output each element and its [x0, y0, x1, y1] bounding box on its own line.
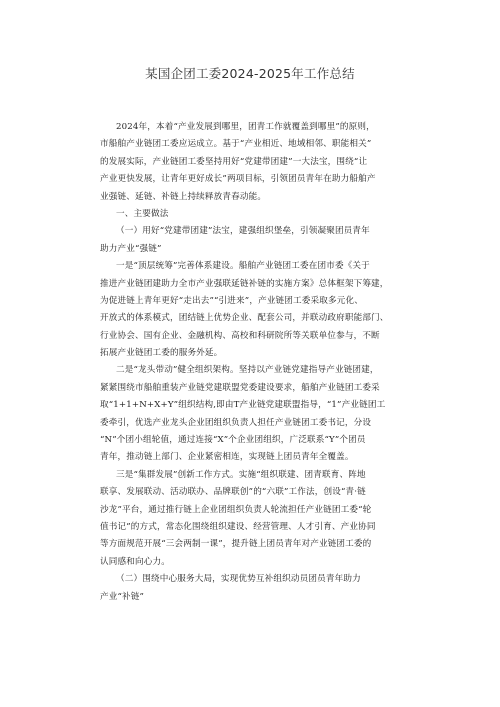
text-line: 的发展实际，产业链团工委坚持用好“党建带团建”一大法宝，围绕“让	[100, 156, 368, 167]
text-line: 认同感和向心力。	[100, 556, 170, 567]
text-line: 产业更快发展，让青年更好成长”两项目标，引领团员青年在助力船舶产	[100, 174, 376, 185]
text-line: 联享、发展联动、活动联办、品牌联创”的“六联”工作法，创设“青·链	[100, 487, 366, 498]
text-line: 行业协会、国有企业、金融机构、高校和科研院所等关联单位参与，不断	[100, 330, 380, 341]
text-line: （二）围绕中心服务大局，实现优势互补组织动员团员青年助力	[116, 574, 361, 585]
text-line: 青年，推动链上部门、企业紧密相连，实现链上团员青年全覆盖。	[100, 452, 354, 463]
text-line: 业强链、延链、补链上持续释放青春动能。	[100, 191, 267, 202]
text-line: 一是“顶层统筹”完善体系建设。船舶产业链团工委在团市委《关于	[116, 261, 370, 272]
document-body	[100, 119, 412, 606]
text-line: 一、主要做法	[116, 208, 169, 219]
text-line: 沙龙”平台，通过推行链上企业团组织负责人轮流担任产业链团工委“轮	[100, 504, 372, 515]
text-line: 二是“龙头带动”健全组织架构。坚持以产业链党建指导产业链团建，	[116, 365, 379, 376]
text-line: 值书记”的方式，常态化围绕组织建设、经营管理、人才引育、产业协同	[100, 521, 376, 532]
text-line: 等方面规范开展“三会两制一课”，提升链上团员青年对产业链团工委的	[100, 539, 372, 550]
text-line: 委牵引，优选产业龙头企业团组织负责人担任产业链团工委书记，分设	[100, 417, 372, 428]
text-line: 市船舶产业链团工委应运成立。基于“产业相近、地域相邻、职能相关”	[100, 139, 372, 150]
text-line: 紧紧围绕市船舶重装产业链党建联盟党委建设要求，船舶产业链团工委采	[100, 382, 380, 393]
text-line: 为促进链上青年更好“走出去”“引进来”，产业链团工委采取多元化、	[100, 295, 363, 306]
text-line: 产业“补链”	[100, 591, 145, 602]
text-line: 拓展产业链团工委的服务外延。	[100, 348, 223, 359]
text-line: 三是“集群发展”创新工作方式。实施“组织联建、团青联育、阵地	[116, 469, 366, 480]
text-line: 助力产业“强链”	[100, 243, 162, 254]
text-line: 取“1+1+N+X+Y”组织结构,即由T产业链党建联盟指导，“1”产业链团工	[100, 400, 386, 411]
text-line: “N”个团小组轮值，通过连接“X”个企业团组织，广泛联系“Y”个团员	[100, 435, 366, 446]
text-line: 推进产业链团建助力全市产业强联延链补链的实施方案》总体框架下筹建，	[100, 278, 389, 289]
document-title: 某国企团工委2024-2025年工作总结	[145, 66, 355, 81]
text-line: （一）用好“党建带团建”法宝，建强组织堡垒，引领凝聚团员青年	[116, 226, 370, 237]
text-line: 2024年，本着“产业发展到哪里，团青工作就覆盖到哪里”的原则，	[116, 122, 375, 132]
text-line: 开放式的体系模式，团结链上优势企业、配套公司，并联动政府职能部门、	[100, 313, 389, 324]
